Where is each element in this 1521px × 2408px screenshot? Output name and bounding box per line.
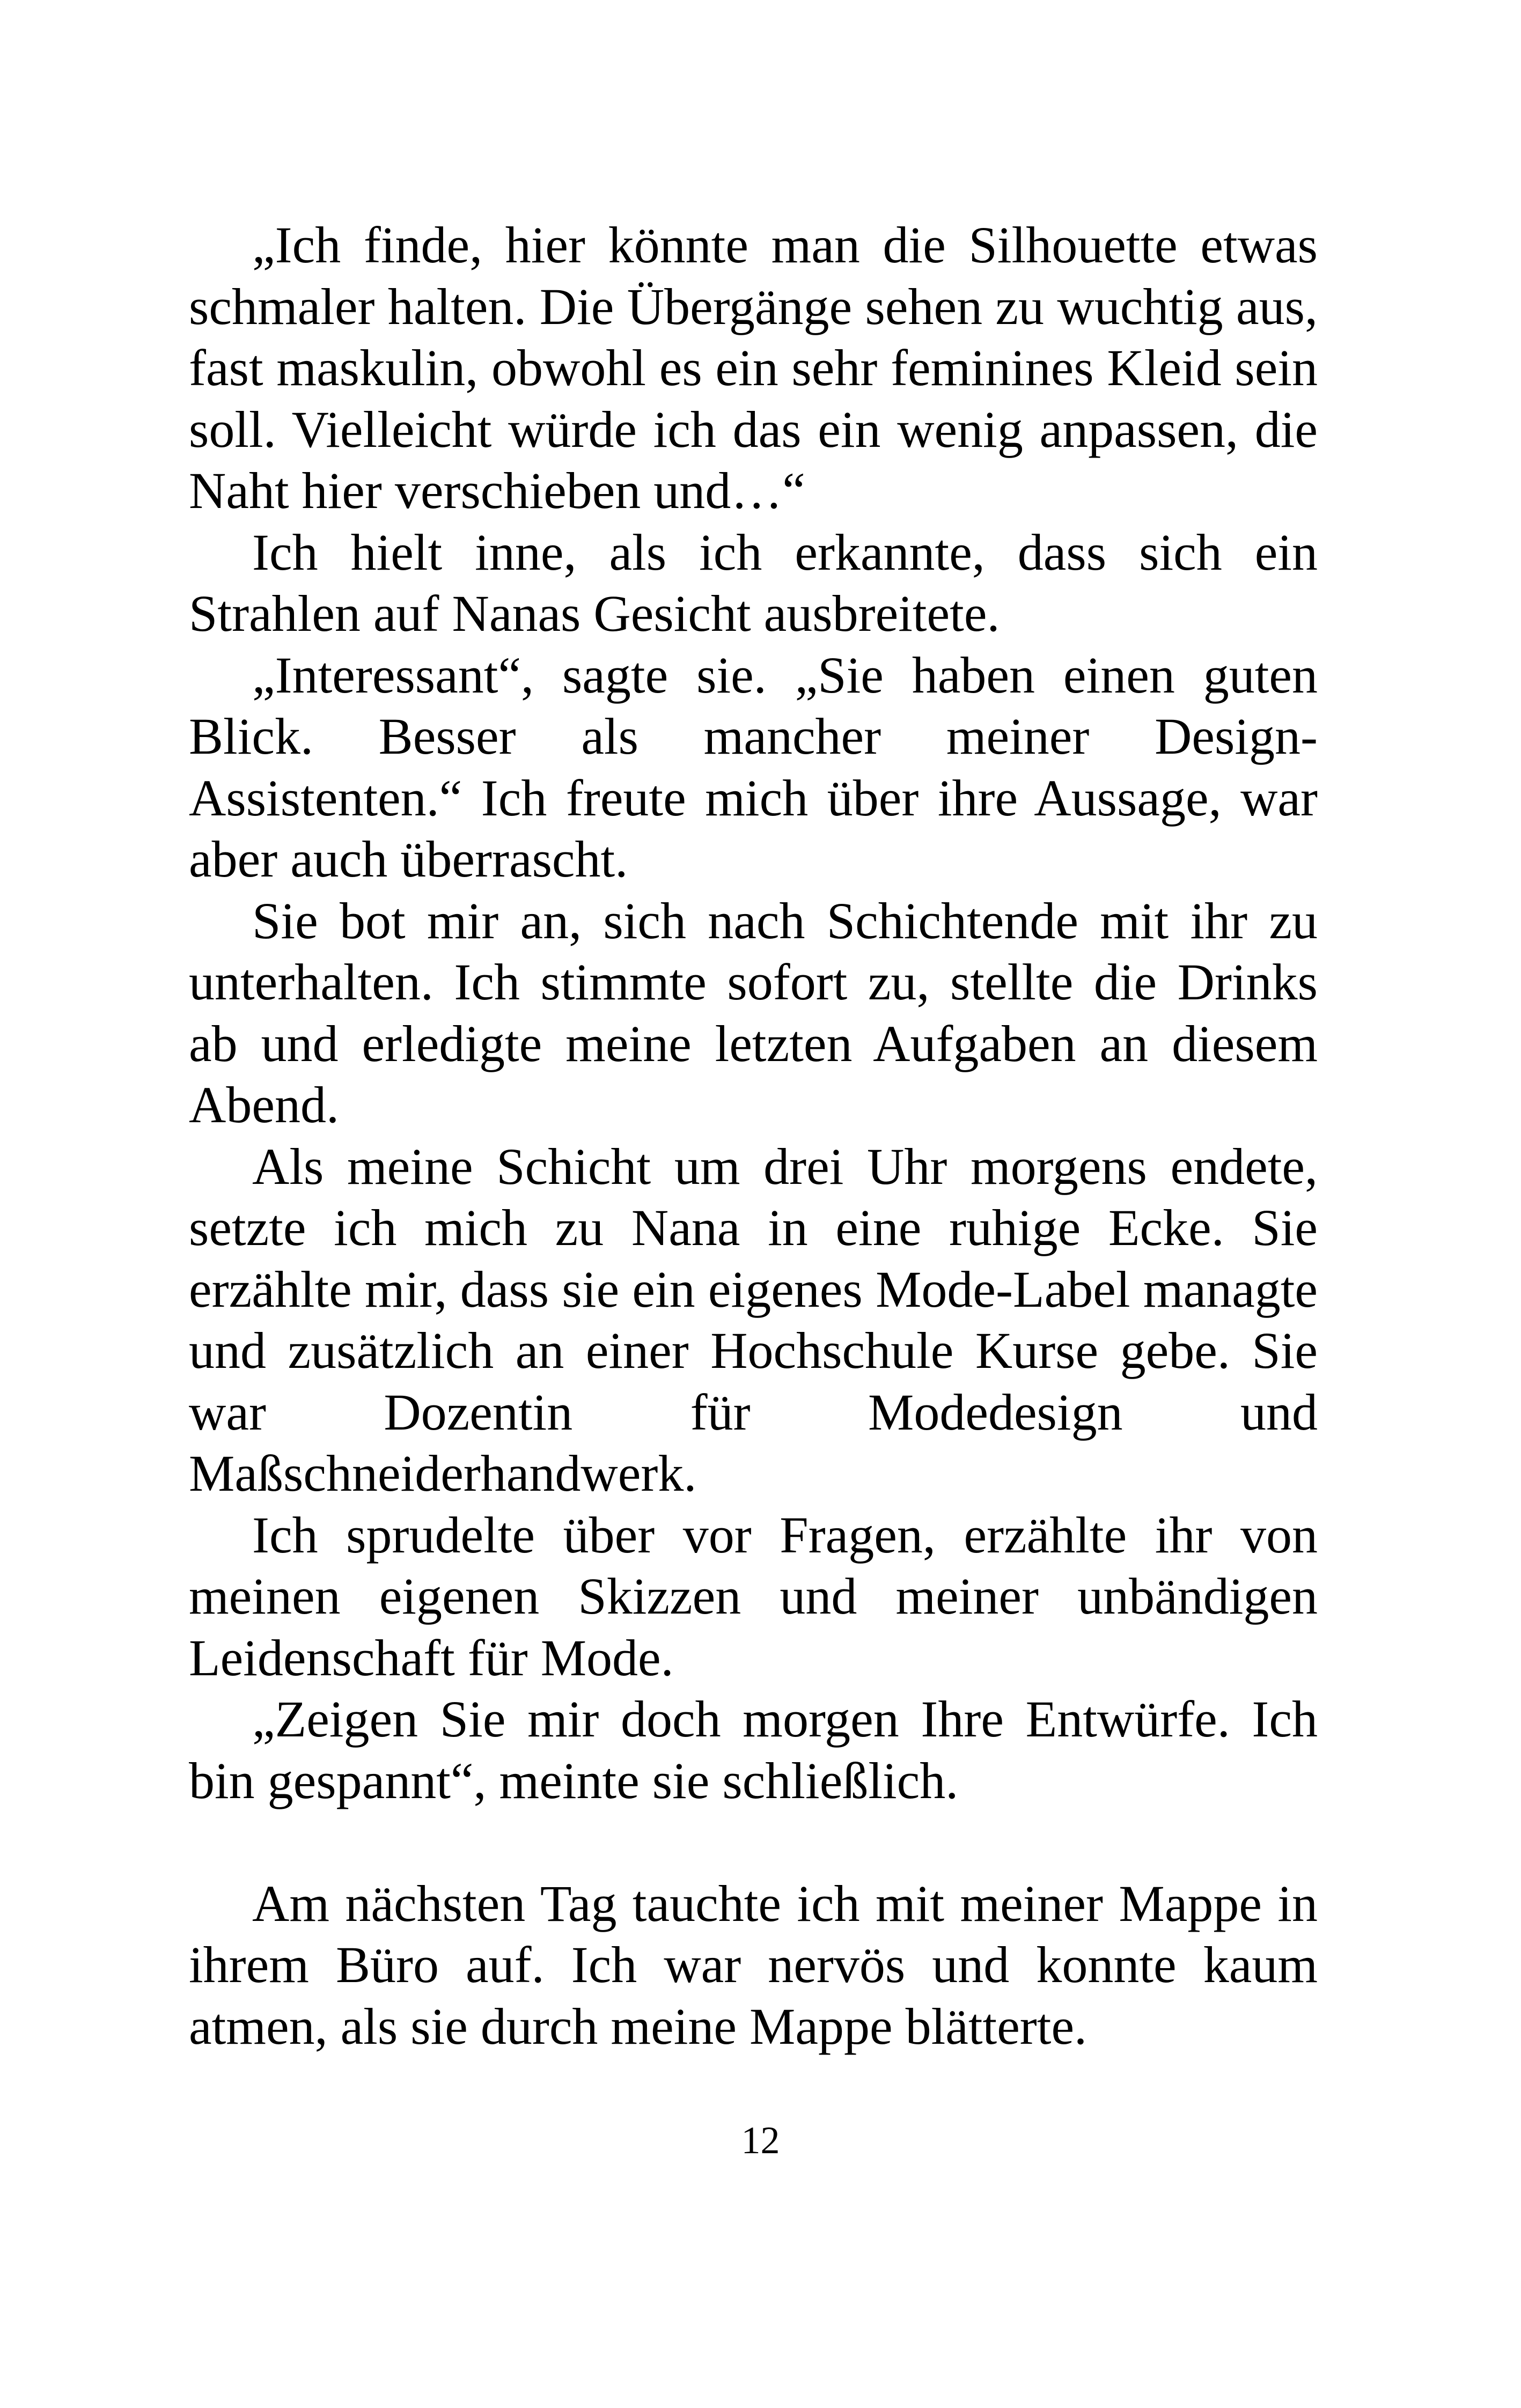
paragraph: „Ich finde, hier könnte man die Silhouette etwas schmaler halten. Die Übergänge sehen zu wuchtig aus, fast maskulin, obwohl es ein sehr feminines Kleid sein soll. Vielleicht würde ich das ein wenig anpassen, die Naht hier verschieben und…“ — [189, 216, 1318, 519]
paragraph: „Zeigen Sie mir doch morgen Ihre Entwürfe. Ich bin gespannt“, meinte sie schließlich. — [189, 1690, 1318, 1809]
paragraph: Als meine Schicht um drei Uhr morgens endete, setzte ich mich zu Nana in eine ruhige Ecke. Sie erzählte mir, dass sie ein eigenes Mode-Label managte und zusätzlich an einer Hochschule Kurse gebe. Sie war Dozentin für Modedesign und Maßschneiderhandwerk. — [189, 1137, 1318, 1502]
paragraph: Ich sprudelte über vor Fragen, erzählte ihr von meinen eigenen Skizzen und meiner unbändigen Leidenschaft für Mode. — [189, 1506, 1318, 1687]
paragraph: Ich hielt inne, als ich erkannte, dass sich ein Strahlen auf Nanas Gesicht ausbreitete. — [189, 523, 1318, 642]
paragraph: Am nächsten Tag tauchte ich mit meiner Mappe in ihrem Büro auf. Ich war nervös und konnte kaum atmen, als sie durch meine Mappe blätterte. — [189, 1874, 1318, 2055]
paragraph: „Interessant“, sagte sie. „Sie haben einen guten Blick. Besser als mancher meiner Design-Assistenten.“ Ich freute mich über ihre Aussage, war aber auch überrascht. — [189, 646, 1318, 888]
page-number: 12 — [741, 2119, 780, 2162]
scene-break — [189, 1811, 1318, 1873]
paragraph: Sie bot mir an, sich nach Schichtende mit ihr zu unterhalten. Ich stimmte sofort zu, stellte die Drinks ab und erledigte meine letzten Aufgaben an diesem Abend. — [189, 892, 1318, 1133]
body-text — [189, 215, 1318, 2057]
